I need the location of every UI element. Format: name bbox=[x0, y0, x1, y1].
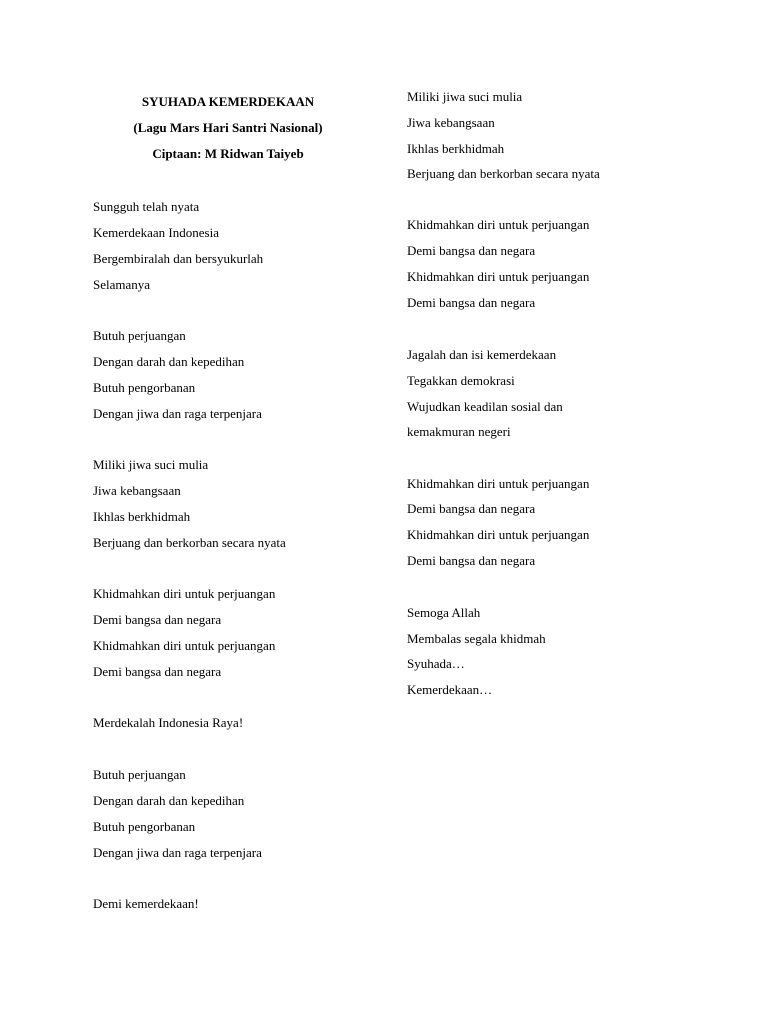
lyric-line: Demi bangsa dan negara bbox=[407, 553, 536, 568]
lyric-line: Demi bangsa dan negara bbox=[407, 243, 536, 258]
lyric-line: Khidmahkan diri untuk perjuangan bbox=[407, 527, 590, 542]
lyric-line: Jagalah dan isi kemerdekaan bbox=[407, 347, 557, 362]
lyric-line: Kemerdekaan Indonesia bbox=[93, 225, 219, 240]
lyric-line: Miliki jiwa suci mulia bbox=[407, 89, 523, 104]
lyric-line: Syuhada… bbox=[407, 656, 465, 671]
lyric-line: Dengan jiwa dan raga terpenjara bbox=[93, 406, 262, 421]
lyric-line: Ikhlas berkhidmah bbox=[407, 141, 505, 156]
lyric-line: Demi bangsa dan negara bbox=[93, 664, 222, 679]
lyric-line: Demi bangsa dan negara bbox=[93, 612, 222, 627]
lyric-line: Butuh perjuangan bbox=[93, 328, 186, 343]
song-subtitle: (Lagu Mars Hari Santri Nasional) bbox=[133, 120, 323, 135]
lyric-line: Bergembiralah dan bersyukurlah bbox=[93, 251, 264, 266]
lyric-line: Wujudkan keadilan sosial dan bbox=[407, 399, 563, 414]
lyric-line: Selamanya bbox=[93, 277, 151, 292]
lyric-line: Jiwa kebangsaan bbox=[407, 115, 495, 130]
lyric-line: Tegakkan demokrasi bbox=[407, 373, 515, 388]
lyric-line: Butuh pengorbanan bbox=[93, 819, 196, 834]
song-title: SYUHADA KEMERDEKAAN bbox=[141, 94, 315, 109]
lyric-line: Khidmahkan diri untuk perjuangan bbox=[93, 586, 276, 601]
lyric-line: Berjuang dan berkorban secara nyata bbox=[407, 166, 600, 181]
lyric-line: Jiwa kebangsaan bbox=[93, 483, 181, 498]
lyric-line: Dengan darah dan kepedihan bbox=[93, 793, 245, 808]
lyric-line: kemakmuran negeri bbox=[407, 424, 511, 439]
lyric-line: Demi kemerdekaan! bbox=[93, 896, 199, 911]
lyric-line: Dengan jiwa dan raga terpenjara bbox=[93, 845, 262, 860]
lyric-line: Butuh pengorbanan bbox=[93, 380, 196, 395]
song-header bbox=[93, 94, 363, 172]
lyric-line: Miliki jiwa suci mulia bbox=[93, 457, 209, 472]
lyric-line: Khidmahkan diri untuk perjuangan bbox=[407, 217, 590, 232]
lyric-line: Berjuang dan berkorban secara nyata bbox=[93, 535, 286, 550]
lyric-line: Khidmahkan diri untuk perjuangan bbox=[407, 269, 590, 284]
lyric-line: Membalas segala khidmah bbox=[407, 631, 546, 646]
lyric-line: Demi bangsa dan negara bbox=[407, 295, 536, 310]
lyric-line: Semoga Allah bbox=[407, 605, 481, 620]
lyric-line: Ikhlas berkhidmah bbox=[93, 509, 191, 524]
lyric-line: Kemerdekaan… bbox=[407, 682, 493, 697]
lyric-line: Dengan darah dan kepedihan bbox=[93, 354, 245, 369]
lyric-line: Butuh perjuangan bbox=[93, 767, 186, 782]
lyric-line: Demi bangsa dan negara bbox=[407, 501, 536, 516]
lyric-line: Merdekalah Indonesia Raya! bbox=[93, 715, 244, 730]
song-author: Ciptaan: M Ridwan Taiyeb bbox=[152, 146, 304, 161]
lyric-line: Khidmahkan diri untuk perjuangan bbox=[93, 638, 276, 653]
lyric-line: Sungguh telah nyata bbox=[93, 199, 200, 214]
lyric-line: Khidmahkan diri untuk perjuangan bbox=[407, 476, 590, 491]
